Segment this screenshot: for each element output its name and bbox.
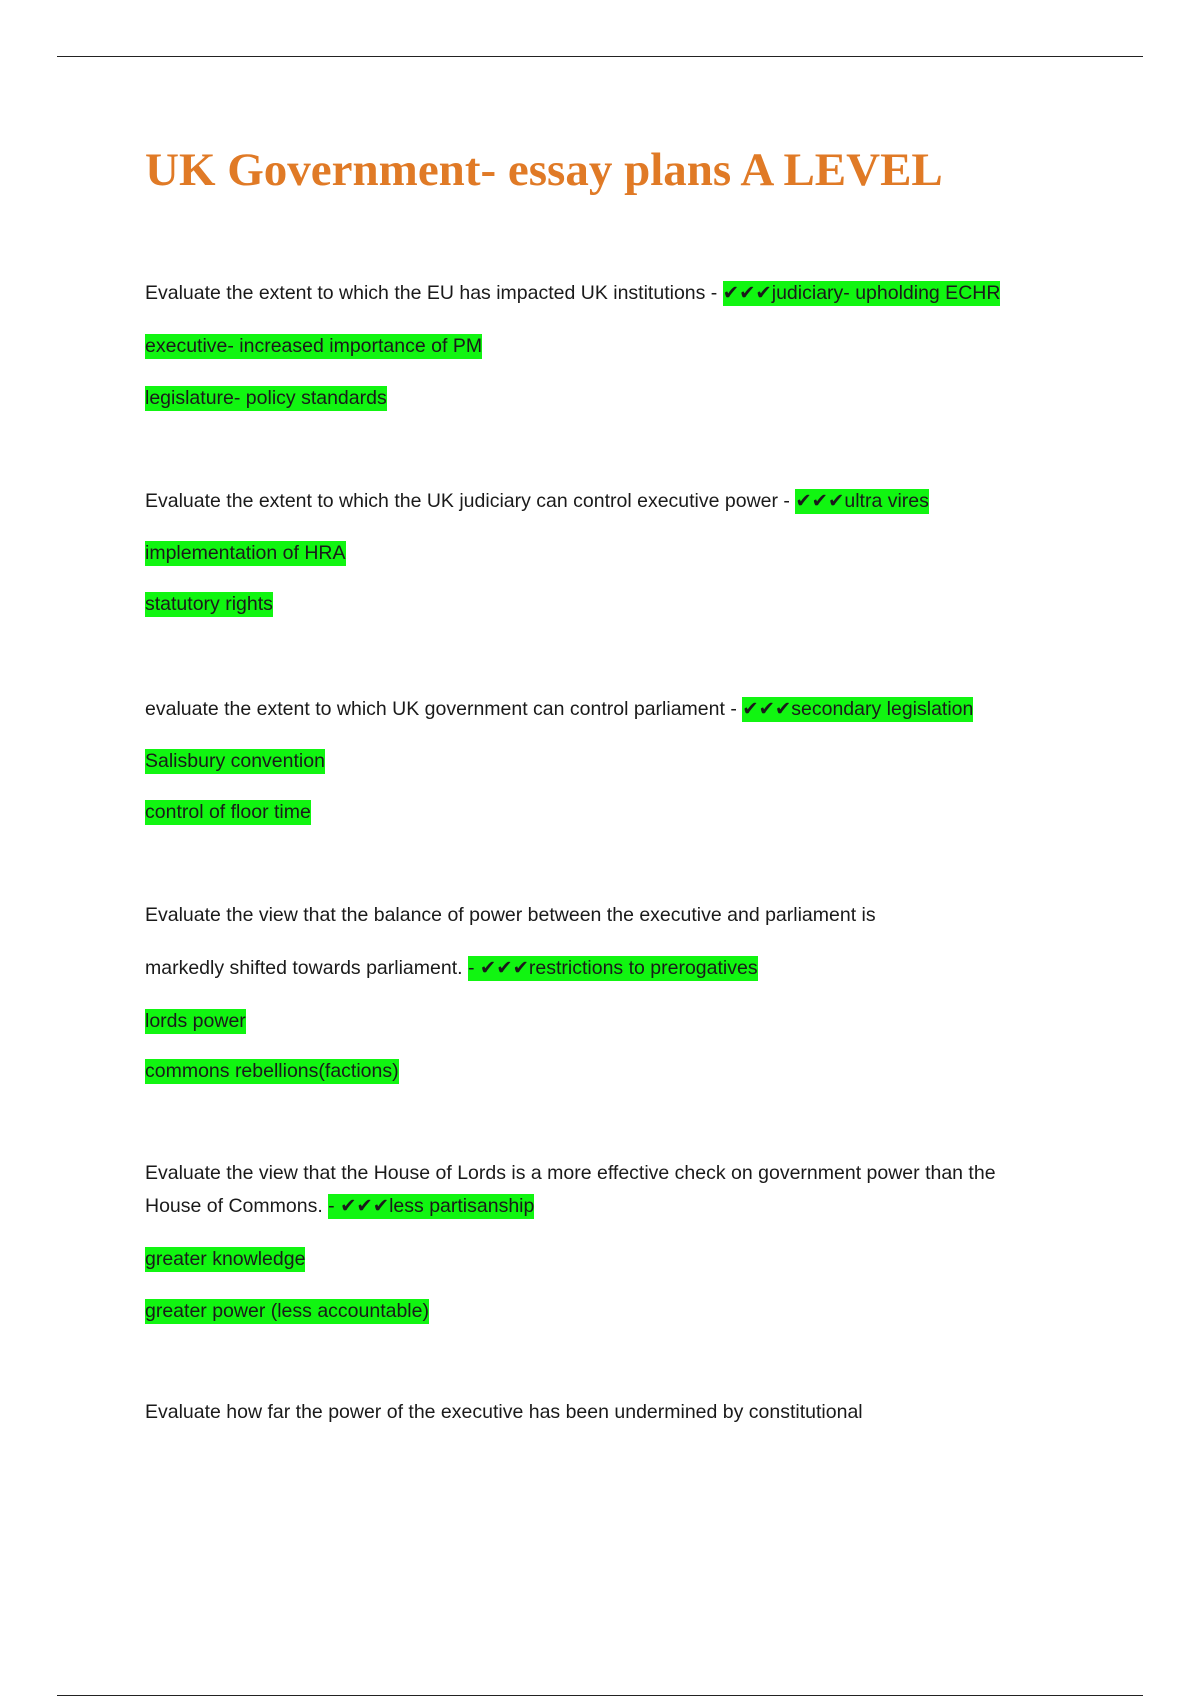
question-text: Evaluate the view that the balance of power between the executive and parliament is	[145, 904, 876, 926]
footer-rule	[57, 1695, 1143, 1696]
answer-highlight: - ✔✔✔restrictions to prerogatives	[467, 957, 758, 979]
question-3	[145, 696, 973, 722]
question-4-line-2	[145, 955, 758, 981]
answer-point: control of floor time	[145, 801, 311, 823]
answer-highlight: ✔✔✔ultra vires	[795, 490, 929, 512]
answer-point: Salisbury convention	[145, 750, 325, 772]
question-text: Evaluate the extent to which the UK judiciary can control executive power -	[145, 490, 790, 512]
question-4-line-1	[145, 902, 876, 928]
answer-highlight: - ✔✔✔less partisanship	[328, 1195, 535, 1217]
answer-point: lords power	[145, 1010, 246, 1032]
answer-highlight: ✔✔✔judiciary- upholding ECHR	[722, 282, 1001, 304]
header-rule	[57, 56, 1143, 57]
answer-point: legislature- policy standards	[145, 387, 387, 409]
question-2	[145, 488, 929, 514]
question-text: House of Commons.	[145, 1195, 323, 1217]
document-title: UK Government- essay plans A LEVEL	[145, 144, 943, 196]
answer-point: implementation of HRA	[145, 542, 346, 564]
answer-point: commons rebellions(factions)	[145, 1060, 399, 1082]
question-1	[145, 280, 1000, 306]
question-5-line-1	[145, 1160, 996, 1186]
answer-highlight: ✔✔✔secondary legislation	[742, 698, 974, 720]
question-text: evaluate the extent to which UK government can control parliament -	[145, 698, 737, 720]
answer-point: greater knowledge	[145, 1248, 306, 1270]
answer-point: statutory rights	[145, 593, 273, 615]
answer-point: executive- increased importance of PM	[145, 335, 483, 357]
question-text: Evaluate the extent to which the EU has impacted UK institutions -	[145, 282, 718, 304]
answer-point: greater power (less accountable)	[145, 1300, 429, 1322]
question-6	[145, 1399, 863, 1425]
question-text: Evaluate the view that the House of Lords is a more effective check on government power than the	[145, 1162, 996, 1184]
question-5-line-2	[145, 1193, 534, 1219]
question-text: Evaluate how far the power of the executive has been undermined by constitutional	[145, 1401, 863, 1423]
question-text: markedly shifted towards parliament.	[145, 957, 463, 979]
